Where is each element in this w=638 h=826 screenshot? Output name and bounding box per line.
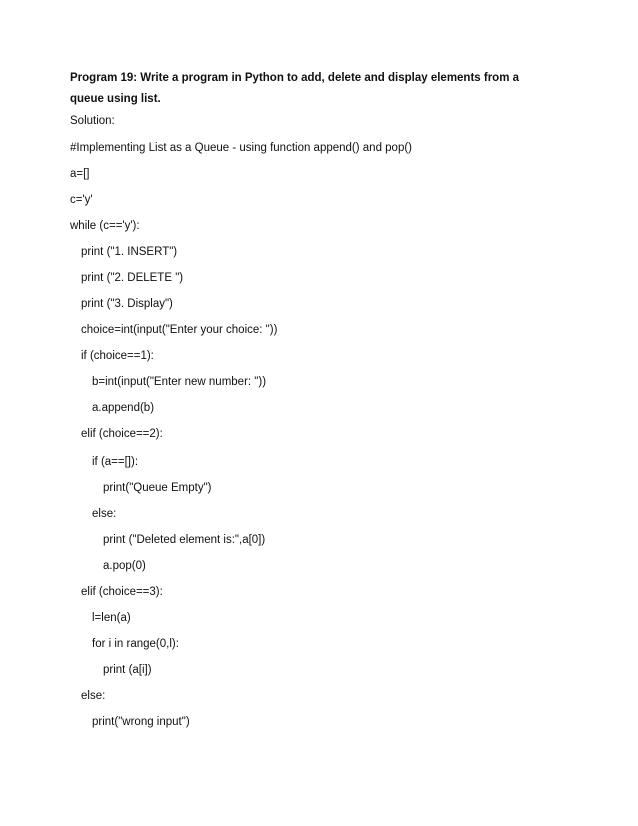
- code-line: else:: [81, 690, 106, 702]
- code-line: if (a==[]):: [92, 456, 139, 468]
- code-line: for i in range(0,l):: [92, 638, 179, 650]
- code-comment-line: #Implementing List as a Queue - using function append() and pop(): [70, 142, 413, 154]
- code-line: b=int(input("Enter new number: ")): [92, 376, 267, 388]
- code-line: elif (choice==2):: [81, 428, 163, 440]
- solution-label: Solution:: [70, 115, 115, 127]
- code-line: a.append(b): [92, 402, 155, 414]
- code-line: else:: [92, 508, 117, 520]
- code-line: choice=int(input("Enter your choice: ")): [81, 324, 278, 336]
- code-line: print("Queue Empty"): [103, 482, 212, 494]
- code-line: print ("2. DELETE "): [81, 272, 184, 284]
- code-line: print ("Deleted element is:",a[0]): [103, 534, 266, 546]
- code-line: elif (choice==3):: [81, 586, 163, 598]
- code-line: while (c=='y'):: [70, 220, 140, 232]
- code-line: print (a[i]): [103, 664, 152, 676]
- code-line: print ("3. Display"): [81, 298, 173, 310]
- code-line: print("wrong input"): [92, 716, 190, 728]
- program-heading: Program 19: Write a program in Python to add, delete and display elements from a queue using list.: [70, 72, 520, 105]
- code-line: if (choice==1):: [81, 350, 154, 362]
- code-line: print ("1. INSERT"): [81, 246, 178, 258]
- code-line: l=len(a): [92, 612, 131, 624]
- code-line: a=[]: [70, 168, 90, 180]
- code-line: c='y': [70, 194, 93, 206]
- code-line: a.pop(0): [103, 560, 146, 572]
